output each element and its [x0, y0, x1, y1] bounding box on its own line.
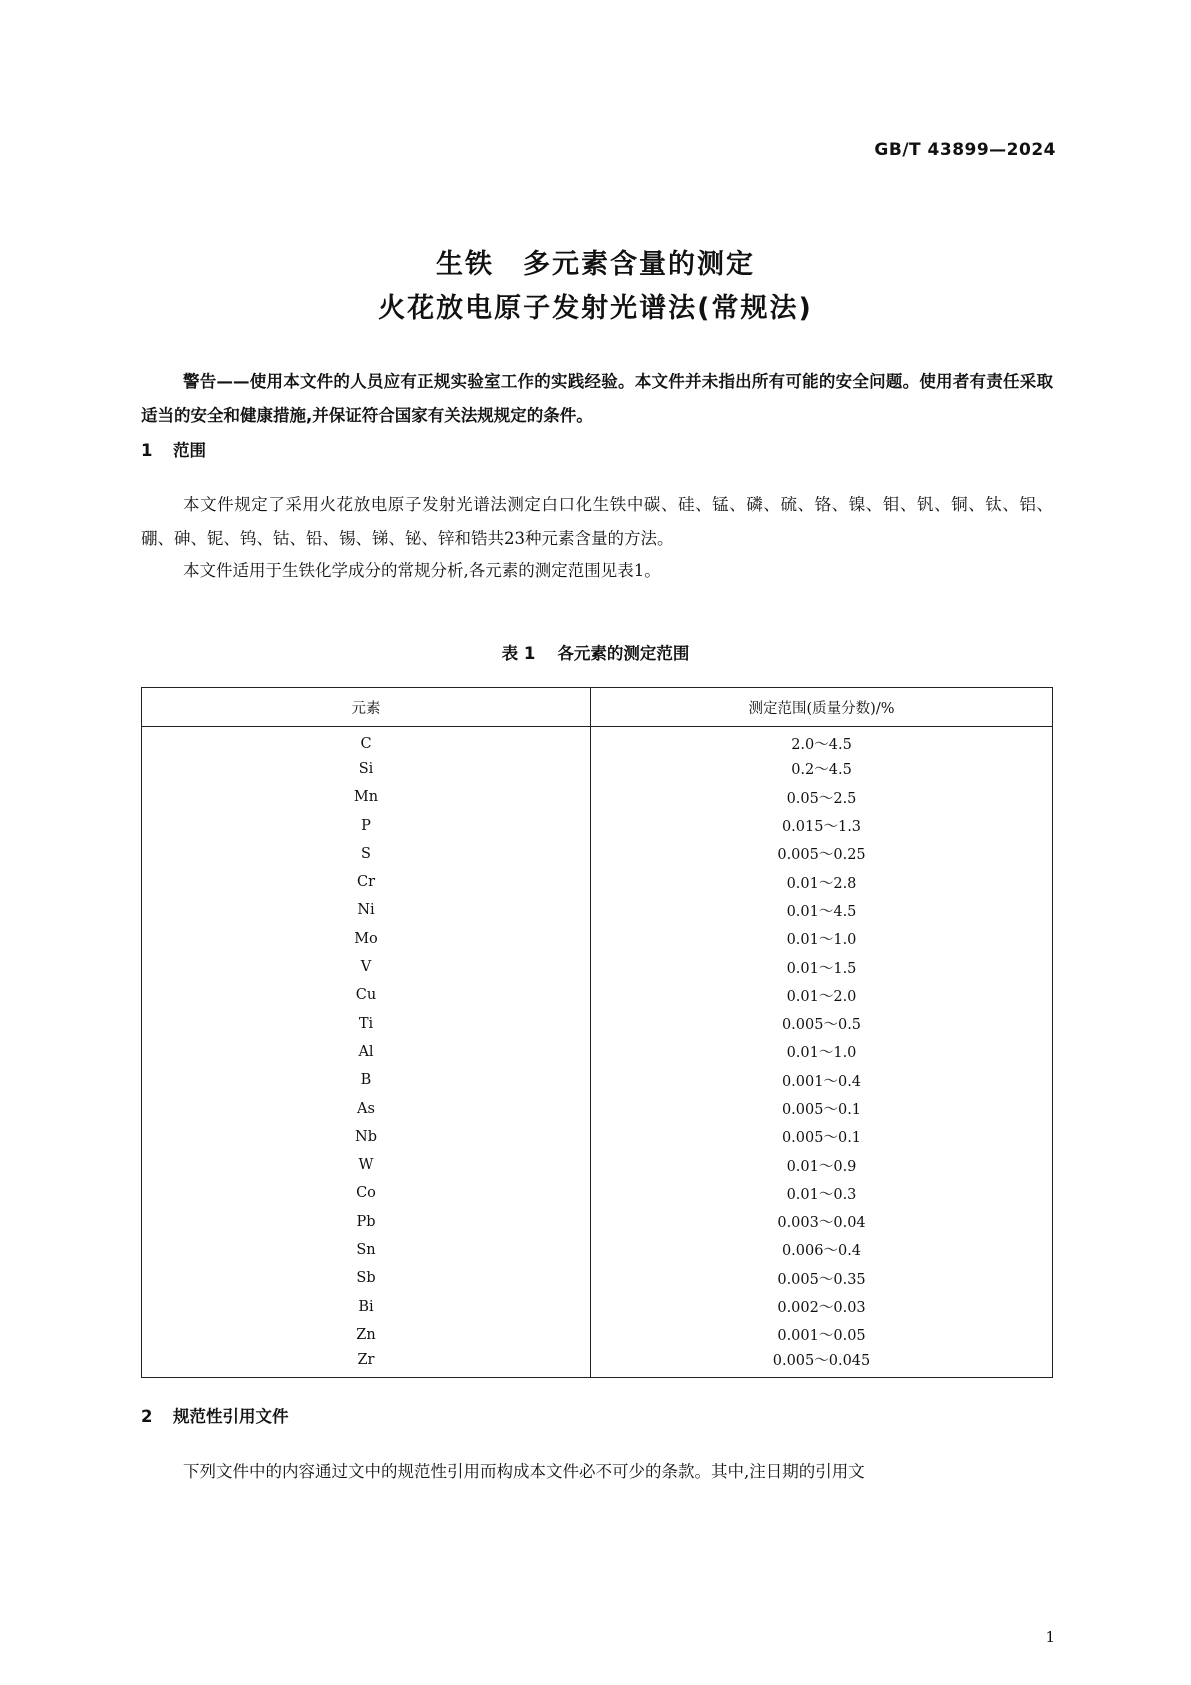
- section-2-paragraph-1: 下列文件中的内容通过文中的规范性引用而构成本文件必不可少的条款。其中,注日期的引用文: [183, 1462, 865, 1481]
- element-symbol-cell: Ti: [142, 1009, 591, 1037]
- element-symbol-cell: W: [142, 1151, 591, 1179]
- element-symbol-cell: Cr: [142, 868, 591, 896]
- element-symbol-cell: B: [142, 1066, 591, 1094]
- element-symbol-cell: Cu: [142, 981, 591, 1009]
- range-cell: 0.002～0.03: [777, 1300, 866, 1317]
- table-row: [142, 1179, 1053, 1207]
- range-cell: 0.006～0.4: [781, 1243, 862, 1260]
- table-row: [142, 783, 1053, 811]
- range-cell: 0.005～0.045: [772, 1353, 871, 1370]
- table-row: [142, 925, 1053, 953]
- table-row: [142, 727, 1053, 755]
- table-row: [142, 1264, 1053, 1292]
- element-symbol-cell: Zr: [142, 1349, 591, 1377]
- table-row: [142, 953, 1053, 981]
- range-cell: 0.001～0.05: [777, 1328, 866, 1345]
- range-cell: 0.015～1.3: [781, 819, 862, 836]
- table-row: [142, 1009, 1053, 1037]
- section-2-heading: [141, 1403, 289, 1427]
- element-range-table: [141, 687, 1053, 1378]
- table-row: [142, 1349, 1053, 1377]
- section-2-number: 2: [141, 1407, 153, 1426]
- range-cell: 0.01～1.0: [786, 1045, 857, 1062]
- range-cell: 0.05～2.5: [786, 790, 857, 807]
- column-header-element: 元素: [142, 688, 591, 727]
- element-symbol-cell: Al: [142, 1038, 591, 1066]
- section-1-title: 范围: [173, 441, 206, 460]
- table-row: [142, 1066, 1053, 1094]
- title-line-1: 生铁 多元素含量的测定: [436, 249, 755, 280]
- title-line-2: 火花放电原子发射光谱法(常规法): [378, 293, 813, 324]
- element-symbol-cell: As: [142, 1094, 591, 1122]
- range-cell: 2.0～4.5: [791, 737, 852, 754]
- table-row: [142, 1094, 1053, 1122]
- table-row: [142, 1151, 1053, 1179]
- table-row: [142, 1321, 1053, 1349]
- element-symbol-cell: Sn: [142, 1236, 591, 1264]
- element-symbol-cell: P: [142, 811, 591, 839]
- table-1-title: 各元素的测定范围: [557, 644, 690, 663]
- table-row: [142, 1292, 1053, 1320]
- element-symbol-cell: Mn: [142, 783, 591, 811]
- range-cell: 0.005～0.5: [781, 1017, 862, 1034]
- table-1-caption: [0, 640, 1191, 664]
- range-cell: 0.2～4.5: [791, 762, 852, 779]
- range-cell: 0.005～0.1: [781, 1102, 862, 1118]
- element-symbol-cell: C: [142, 727, 591, 755]
- element-symbol-cell: Mo: [142, 925, 591, 953]
- range-cell: 0.003～0.04: [777, 1215, 866, 1232]
- section-1-heading: [141, 437, 206, 461]
- range-cell: 0.005～0.25: [777, 847, 866, 864]
- table-1-label: 表 1: [501, 644, 536, 663]
- safety-warning: 警告——使用本文件的人员应有正规实验室工作的实践经验。本文件并未指出所有可能的安全问题。使用者有责任采取适当的安全和健康措施,并保证符合国家有关法规规定的条件。: [141, 372, 1053, 425]
- table-row: [142, 1236, 1053, 1264]
- element-symbol-cell: V: [142, 953, 591, 981]
- element-symbol-cell: Si: [142, 755, 591, 783]
- range-cell: 0.005～0.35: [777, 1271, 866, 1288]
- document-title: [0, 243, 1191, 331]
- table-row: [142, 840, 1053, 868]
- range-cell: 0.001～0.4: [781, 1073, 862, 1090]
- table-body: [142, 727, 1053, 1378]
- table-row: [142, 868, 1053, 896]
- table-row: [142, 1038, 1053, 1066]
- table-row: [142, 755, 1053, 783]
- element-symbol-cell: S: [142, 840, 591, 868]
- element-symbol-cell: Ni: [142, 896, 591, 924]
- element-symbol-cell: Sb: [142, 1264, 591, 1292]
- range-cell: 0.01～1.5: [786, 960, 857, 977]
- table-row: [142, 896, 1053, 924]
- range-cell: 0.01～2.0: [786, 988, 857, 1005]
- table-row: [142, 981, 1053, 1009]
- section-2-title: 规范性引用文件: [173, 1407, 289, 1426]
- range-cell: 0.01～1.0: [786, 932, 857, 949]
- table-row: [142, 1208, 1053, 1236]
- section-1-paragraph-1: 本文件规定了采用火花放电原子发射光谱法测定白口化生铁中碳、硅、锰、磷、硫、铬、镍、钼、钒、铜、钛、铝、硼、砷、铌、钨、钴、铅、锡、锑、铋、锌和锆共23种元素含量的方法。: [141, 495, 1053, 548]
- range-cell: 0.005～0.1: [781, 1130, 862, 1147]
- standard-number: GB/T 43899—2024: [874, 140, 1056, 160]
- range-cell: 0.01～2.8: [786, 875, 857, 892]
- element-symbol-cell: Co: [142, 1179, 591, 1207]
- range-cell: 0.01～0.9: [786, 1158, 857, 1175]
- table-header-row: [142, 688, 1053, 727]
- section-1-paragraph-2: 本文件适用于生铁化学成分的常规分析,各元素的测定范围见表1。: [183, 561, 661, 580]
- table-row: [142, 1123, 1053, 1151]
- element-symbol-cell: Bi: [142, 1292, 591, 1320]
- section-1-number: 1: [141, 441, 153, 460]
- element-symbol-cell: Nb: [142, 1123, 591, 1151]
- range-cell: 0.01～0.3: [786, 1186, 857, 1203]
- table-row: [142, 811, 1053, 839]
- page-number: 1: [1045, 1628, 1055, 1646]
- element-symbol-cell: Zn: [142, 1321, 591, 1349]
- element-symbol-cell: Pb: [142, 1208, 591, 1236]
- range-cell: 0.01～4.5: [786, 903, 857, 920]
- column-header-range: 测定范围(质量分数)/%: [591, 688, 1053, 727]
